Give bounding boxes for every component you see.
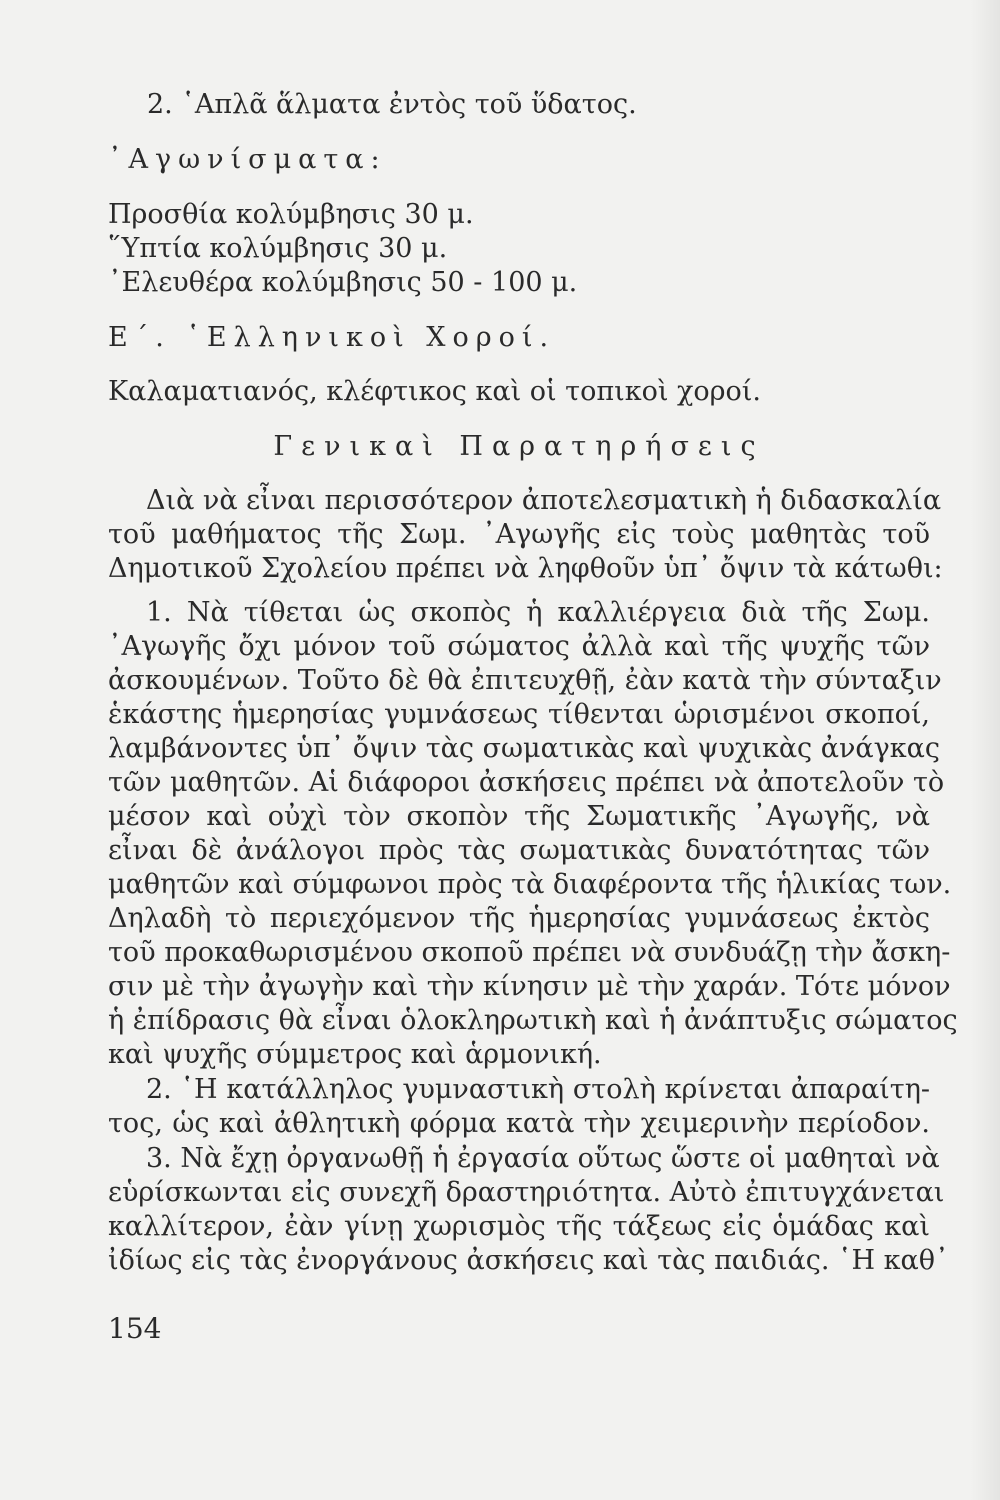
remark-1-line: τοῦ προκαθωρισμένου σκοποῦ πρέπει νὰ συνδυάζῃ τὴν ἄσκη- [108, 937, 951, 968]
paragraph-line: τοῦ μαθήματος τῆς Σωμ. ᾿Αγωγῆς εἰς τοὺς μαθητὰς τοῦ [108, 519, 930, 550]
remark-2-line: 2. ῾Η κατάλληλος γυμναστικὴ στολὴ κρίνεται ἀπαραίτη- [146, 1074, 930, 1105]
remark-1-line: 1. Νὰ τίθεται ὡς σκοπὸς ἡ καλλιέργεια διὰ τῆς Σωμ. [146, 597, 930, 628]
remark-1-line: μαθητῶν καὶ σύμφωνοι πρὸς τὰ διαφέροντα τῆς ἡλικίας των. [108, 869, 952, 900]
section-title-general-remarks: Γενικαὶ Παρατηρήσεις [273, 431, 765, 462]
remark-1-line: ἑκάστης ἡμερησίας γυμνάσεως τίθενται ὡρισμένοι σκοποί, [108, 699, 930, 730]
page-number: 154 [108, 1312, 162, 1345]
event-freestyle: ᾿Ελευθέρα κολύμβησις 50 - 100 μ. [108, 267, 578, 298]
remark-1-line: ᾿Αγωγῆς ὄχι μόνον τοῦ σώματος ἀλλὰ καὶ τῆς ψυχῆς τῶν [108, 631, 930, 662]
remark-1-line: σιν μὲ τὴν ἀγωγὴν καὶ τὴν κίνησιν μὲ τὴν χαράν. Τότε μόνον [108, 971, 951, 1002]
paragraph-line: Δημοτικοῦ Σχολείου πρέπει νὰ ληφθοῦν ὑπ᾿ ὄψιν τὰ κάτωθι: [108, 553, 943, 584]
event-breaststroke: Προσθία κολύμβησις 30 μ. [108, 199, 474, 230]
remark-3-line: καλλίτερον, ἐὰν γίνῃ χωρισμὸς τῆς τάξεως εἰς ὁμάδας καὶ [108, 1211, 930, 1242]
dances-list: Καλαματιανός, κλέφτικος καὶ οἱ τοπικοὶ χοροί. [108, 376, 761, 407]
remark-1-line: λαμβάνοντες ὑπ᾿ ὄψιν τὰς σωματικὰς καὶ ψυχικὰς ἀνάγκας [108, 733, 941, 764]
event-backstroke: ῞Υπτία κολύμβησις 30 μ. [108, 233, 448, 264]
remark-1-line: καὶ ψυχῆς σύμμετρος καὶ ἁρμονική. [108, 1039, 602, 1070]
section-heading-events: ᾿Αγωνίσματα: [108, 144, 387, 175]
section-heading-greek-dances: Ε΄. ῾Ελληνικοὶ Χοροί. [108, 322, 556, 353]
remark-3-line: εὑρίσκωνται εἰς συνεχῆ δραστηριότητα. Αὐτὸ ἐπιτυγχάνεται [108, 1177, 945, 1208]
remark-3-line: 3. Νὰ ἔχῃ ὀργανωθῇ ἡ ἐργασία οὕτως ὥστε οἱ μαθηταὶ νὰ [146, 1143, 940, 1174]
remark-1-line: Δηλαδὴ τὸ περιεχόμενον τῆς ἡμερησίας γυμνάσεως ἐκτὸς [108, 903, 930, 934]
remark-1-line: εἶναι δὲ ἀνάλογοι πρὸς τὰς σωματικὰς δυνατότητας τῶν [108, 835, 930, 866]
remark-1-line: μέσον καὶ οὐχὶ τὸν σκοπὸν τῆς Σωματικῆς ᾿Αγωγῆς, νὰ [108, 801, 930, 832]
remark-1-line: τῶν μαθητῶν. Αἱ διάφοροι ἀσκήσεις πρέπει νὰ ἀποτελοῦν τὸ [108, 767, 945, 798]
page-edge-shadow [970, 0, 1000, 1500]
remark-1-line: ἡ ἐπίδρασις θὰ εἶναι ὁλοκληρωτικὴ καὶ ἡ ἀνάπτυξις σώματος [108, 1005, 958, 1036]
paragraph-line: Διὰ νὰ εἶναι περισσότερον ἀποτελεσματικὴ ἡ διδασκαλία [146, 485, 942, 516]
remark-3-line: ἰδίως εἰς τὰς ἐνοργάνους ἀσκήσεις καὶ τὰς παιδιάς. ῾Η καθ᾿ [108, 1245, 949, 1276]
remark-1-line: ἀσκουμένων. Τοῦτο δὲ θὰ ἐπιτευχθῇ, ἐὰν κατὰ τὴν σύνταξιν [108, 665, 942, 696]
list-item-simple-dives: 2. ῾Απλᾶ ἅλματα ἐντὸς τοῦ ὕδατος. [147, 89, 637, 120]
remark-2-line: τος, ὡς καὶ ἀθλητικὴ φόρμα κατὰ τὴν χειμερινὴν περίοδον. [108, 1108, 930, 1139]
